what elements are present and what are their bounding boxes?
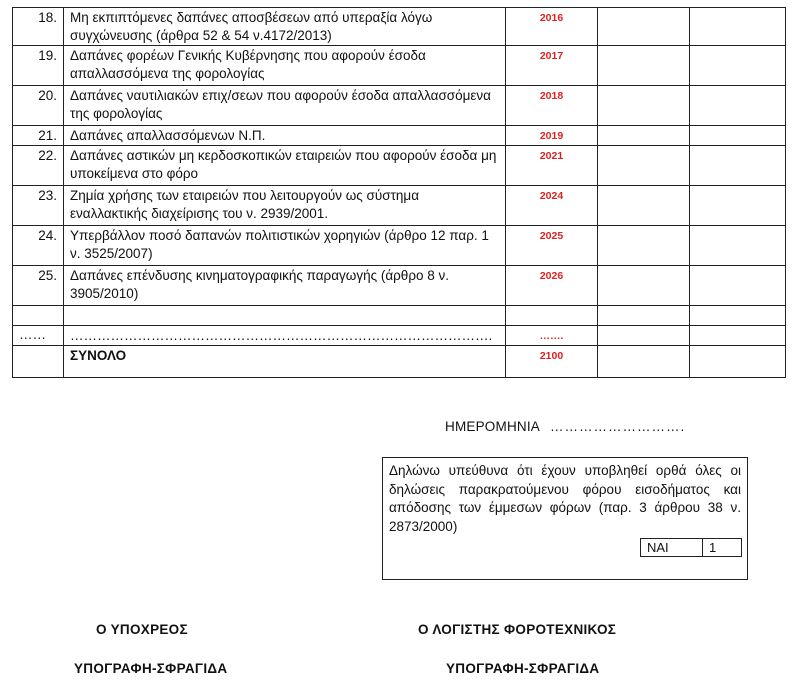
row-number: 25. bbox=[38, 268, 57, 283]
row-number: 22. bbox=[38, 148, 57, 163]
amount-cell[interactable] bbox=[690, 226, 786, 266]
amount-cell[interactable] bbox=[598, 86, 690, 126]
table-row bbox=[13, 8, 786, 46]
table-row bbox=[13, 266, 786, 306]
amount-cell[interactable] bbox=[690, 8, 786, 46]
total-amount-cell[interactable] bbox=[598, 346, 690, 378]
amount-cell[interactable] bbox=[690, 326, 786, 346]
divider bbox=[702, 539, 703, 556]
row-number: 19. bbox=[38, 48, 57, 63]
row-code: 2016 bbox=[539, 12, 564, 24]
placeholder-row bbox=[13, 326, 786, 346]
declaration-text: Δηλώνω υπεύθυνα ότι έχουν υποβληθεί ορθά όλες οι δηλώσεις παρακρατούμενου φόρου εισοδήματος και απόδοσης των έμμεσων φόρων (παρ. 3 άρθρου 38 ν. 2873/2000) bbox=[389, 463, 741, 534]
yes-label: ΝΑΙ bbox=[647, 540, 669, 555]
obligor-signature-label: ΥΠΟΓΡΑΦΗ-ΣΦΡΑΓΙΔΑ bbox=[74, 661, 228, 676]
row-code: 2019 bbox=[539, 130, 564, 142]
amount-cell[interactable] bbox=[598, 46, 690, 86]
expenses-table bbox=[12, 7, 786, 378]
row-number-placeholder: …… bbox=[19, 327, 46, 342]
row-description: Δαπάνες φορέων Γενικής Κυβέρνησης που αφορούν έσοδα απαλλασσόμενα της φορολογίας bbox=[70, 48, 426, 81]
amount-cell[interactable] bbox=[598, 306, 690, 326]
accountant-signature-label: ΥΠΟΓΡΑΦΗ-ΣΦΡΑΓΙΔΑ bbox=[446, 661, 600, 676]
row-code: 2025 bbox=[539, 230, 564, 242]
yes-checkbox-field[interactable] bbox=[640, 538, 742, 557]
obligor-title: Ο ΥΠΟΧΡΕΟΣ bbox=[96, 622, 188, 637]
amount-cell[interactable] bbox=[598, 326, 690, 346]
row-code: 2018 bbox=[539, 90, 564, 102]
amount-cell[interactable] bbox=[598, 8, 690, 46]
amount-cell[interactable] bbox=[690, 186, 786, 226]
amount-cell[interactable] bbox=[690, 146, 786, 186]
row-number: 23. bbox=[38, 188, 57, 203]
table-row bbox=[13, 186, 786, 226]
row-description: Δαπάνες αστικών μη κερδοσκοπικών εταιρειών που αφορούν έσοδα μη υποκείμενα στο φόρο bbox=[70, 148, 497, 181]
amount-cell[interactable] bbox=[690, 266, 786, 306]
amount-cell[interactable] bbox=[598, 126, 690, 146]
amount-cell[interactable] bbox=[598, 226, 690, 266]
total-row bbox=[13, 346, 786, 378]
row-description: Δαπάνες επένδυσης κινηματογραφικής παραγωγής (άρθρο 8 ν. 3905/2010) bbox=[70, 268, 450, 301]
accountant-title: Ο ΛΟΓΙΣΤΗΣ ΦΟΡΟΤΕΧΝΙΚΟΣ bbox=[418, 622, 617, 637]
row-number: 18. bbox=[38, 10, 57, 25]
row-description: Ζημία χρήσης των εταιρειών που λειτουργούν ως σύστημα εναλλακτικής διαχείρισης του ν. 2939/2001. bbox=[70, 188, 419, 221]
row-description: Υπερβάλλον ποσό δαπανών πολιτιστικών χορηγιών (άρθρο 12 παρ. 1 ν. 3525/2007) bbox=[70, 228, 489, 261]
date-line bbox=[445, 419, 685, 434]
row-code-placeholder: ……. bbox=[539, 330, 564, 342]
amount-cell[interactable] bbox=[598, 146, 690, 186]
amount-cell[interactable] bbox=[690, 46, 786, 86]
amount-cell[interactable] bbox=[690, 86, 786, 126]
table-row bbox=[13, 46, 786, 86]
amount-cell[interactable] bbox=[598, 186, 690, 226]
row-code: 2021 bbox=[539, 150, 564, 162]
empty-row bbox=[13, 306, 786, 326]
declaration-box bbox=[382, 457, 748, 580]
row-code: 2024 bbox=[539, 190, 564, 202]
row-code: 2017 bbox=[539, 50, 564, 62]
amount-cell[interactable] bbox=[690, 126, 786, 146]
date-label: ΗΜΕΡΟΜΗΝΙΑ bbox=[445, 419, 541, 434]
row-description: Δαπάνες απαλλασσόμενων Ν.Π. bbox=[70, 128, 266, 143]
table-row bbox=[13, 126, 786, 146]
total-amount-cell[interactable] bbox=[690, 346, 786, 378]
total-label: ΣΥΝΟΛΟ bbox=[70, 348, 127, 363]
row-description: Δαπάνες ναυτιλιακών επιχ/σεων που αφορούν έσοδα απαλλασσόμενα της φορολογίας bbox=[70, 88, 491, 121]
row-description: Μη εκπιπτόμενες δαπάνες αποσβέσεων από υπεραξία λόγω συγχώνευσης (άρθρα 52 & 54 ν.4172/2013) bbox=[70, 10, 433, 43]
row-number: 20. bbox=[38, 88, 57, 103]
date-field[interactable]: ………………………. bbox=[550, 419, 686, 434]
amount-cell[interactable] bbox=[598, 266, 690, 306]
row-code: 2026 bbox=[539, 270, 564, 282]
total-code: 2100 bbox=[539, 350, 564, 362]
row-number: 24. bbox=[38, 228, 57, 243]
table-row bbox=[13, 86, 786, 126]
table-row bbox=[13, 146, 786, 186]
row-description-placeholder: …………………………………………………………………………………. bbox=[70, 328, 493, 343]
row-number: 21. bbox=[38, 128, 57, 143]
yes-value[interactable]: 1 bbox=[709, 540, 717, 555]
amount-cell[interactable] bbox=[690, 306, 786, 326]
table-row bbox=[13, 226, 786, 266]
